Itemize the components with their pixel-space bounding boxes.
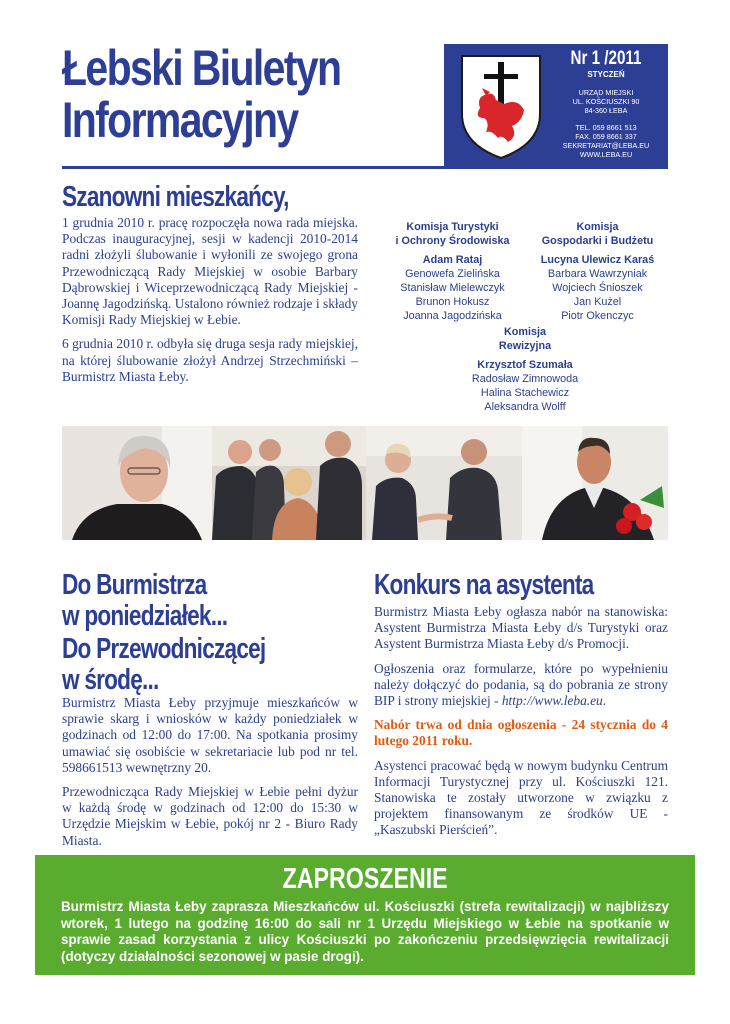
contact-email[interactable]: SEKRETARIAT@LEBA.EU [562,141,650,150]
chair-hours-paragraph: Przewodnicząca Rady Miejskiej w Łebie pełni dyżur w każdą środę w godzinach od 12:00 do 15:30 w Urzędzie Miejskim w Łebie, pokój nr 2 - Biuro Rady Miasta. [62,784,358,848]
photo-councillors [212,426,366,540]
greeting-paragraph: 6 grudnia 2010 r. odbyła się druga sesja rady miejskiej, na której ślubowanie złożył Andrzej Strzechmiński – Burmistrz Miasta Łeby. [62,336,358,384]
greeting-body [62,215,358,393]
contest-paragraph: Ogłoszenia oraz formularze, które po wypełnieniu należy dołączyć do podania, są do pobrania ze strony BIP i strony miejskiej - http://www.leba.eu. [374,660,668,709]
commission-member: Stanisław Mielewczyk [400,282,505,294]
invitation-box [35,855,695,975]
mayor-hours-paragraph: Burmistrz Miasta Łeby przyjmuje mieszkańców w sprawie skarg i wniosków w każdy poniedziałek w godzinach od 12:00 do 17:00. Na spotkania prosimy umawiać się osobiście w sekretariacie lub pod nr tel. 598661513 wewnętrzny 20. [62,695,358,775]
contact-website[interactable]: WWW.LEBA.EU [579,150,633,159]
chair-hours-title: Do Przewodniczącej w środę... [62,633,266,696]
commission-member: Genowefa Zielińska [405,268,500,280]
office-line: UL. KOŚCIUSZKI 90 [572,97,640,106]
commission-member: Brunon Hokusz [415,296,490,308]
commission-economy: Komisja Gospodarki i Budżetu Lucyna Ulewicz Karaś Barbara Wawrzyniak Wojciech Śnioszek Jan Kużel Piotr Okenczyc [525,220,670,323]
commission-tourism: Komisja Turystyki i Ochrony Środowiska Adam Rataj Genowefa Zielińska Stanisław Mielewczyk Brunon Hokusz Joanna Jagodzińska [380,220,525,323]
commission-member: Aleksandra Wolff [484,401,566,413]
commission-chair: Adam Rataj [422,254,483,266]
contest-deadline: Nabór trwa od dnia ogłoszenia - 24 stycznia do 4 lutego 2011 roku. [374,717,668,749]
commission-chair: Lucyna Ulewicz Karaś [540,254,655,266]
contest-title: Konkurs na asystenta [374,569,594,601]
masthead-title [62,42,374,146]
commission-member: Halina Stachewicz [480,387,570,399]
photo-strip [62,426,668,540]
contact-line: TEL. 059 8661 513 [575,123,637,132]
commission-member: Radosław Zimnowoda [471,373,579,385]
issue-number: Nr 1 /2011 [570,48,642,69]
mayor-hours-body [62,695,358,857]
photo-councilwoman [62,426,212,540]
issue-month: STYCZEŃ [587,70,625,79]
invitation-body: Burmistrz Miasta Łeby zaprasza Mieszkańców ul. Kościuszki (strefa rewitalizacji) w najbliższy wtorek, 1 lutego na godzinę 16:00 do sali nr 1 Urzędu Miejskiego w Łebie na spotkanie w sprawie zasad korzystania z ulicy Kościuszki po zakończeniu przedsięwzięcia rewitalizacji (dotyczy działalności sezonowej w pasie drogi). [61,899,669,964]
commission-member: Jan Kużel [573,296,622,308]
contest-body [374,604,668,847]
commission-member: Piotr Okenczyc [561,310,634,322]
commissions-list [380,220,670,414]
commission-chair: Krzysztof Szumała [477,359,573,371]
masthead-rule [62,166,668,169]
issue-info [548,48,664,159]
invitation-title: ZAPROSZENIE [282,863,448,895]
greeting-paragraph: 1 grudnia 2010 r. pracę rozpoczęła nowa rada miejska. Podczas inauguracyjnej, sesji w kadencji 2010-2014 radni złożyli ślubowanie i wyłonili ze swojego grona Przewodniczącą Rady Miejskiej w osobie Barbary Dąbrowskiej i Wiceprzewodniczącą Rady Miejskiej - Joannę Jagodzińską. Ustalono również rodzaje i składy Komisji Rady Miejskiej w Łebie. [62,215,358,328]
contest-paragraph: Burmistrz Miasta Łeby ogłasza nabór na stanowiska: Asystent Burmistrza Miasta Łeby d/s Turystyki oraz Asystent Burmistrza Miasta Łeby d/s Promocji. [374,604,668,652]
masthead-title-line2: Informacyjny [62,92,298,148]
office-line: 84-360 ŁEBA [584,106,628,115]
commission-member: Barbara Wawrzyniak [547,268,648,280]
commission-member: Wojciech Śnioszek [552,282,643,294]
contact-line: FAX. 059 8661 337 [575,132,637,141]
photo-handshake [366,426,522,540]
greeting-title: Szanowni mieszkańcy, [62,181,289,213]
contest-paragraph: Asystenci pracować będą w nowym budynku Centrum Informacji Turystycznej przy ul. Kościuszki 121. Stanowiska te zostały utworzone w związku z projektem finansowanym ze środków UE - „Kaszubski Pierścień”. [374,757,668,838]
office-line: URZĄD MIEJSKI [578,88,634,97]
city-crest-icon [458,52,544,162]
photo-mayor-flowers [522,426,668,540]
commission-member: Joanna Jagodzińska [403,310,502,322]
mayor-hours-title: Do Burmistrza w poniedziałek... [62,569,228,632]
website-link[interactable]: http://www.leba.eu [501,693,603,709]
commission-audit: Komisja Rewizyjna Krzysztof Szumała Radosław Zimnowoda Halina Stachewicz Aleksandra Wolff [380,325,670,414]
masthead-title-line1: Łebski Biuletyn [62,40,341,96]
